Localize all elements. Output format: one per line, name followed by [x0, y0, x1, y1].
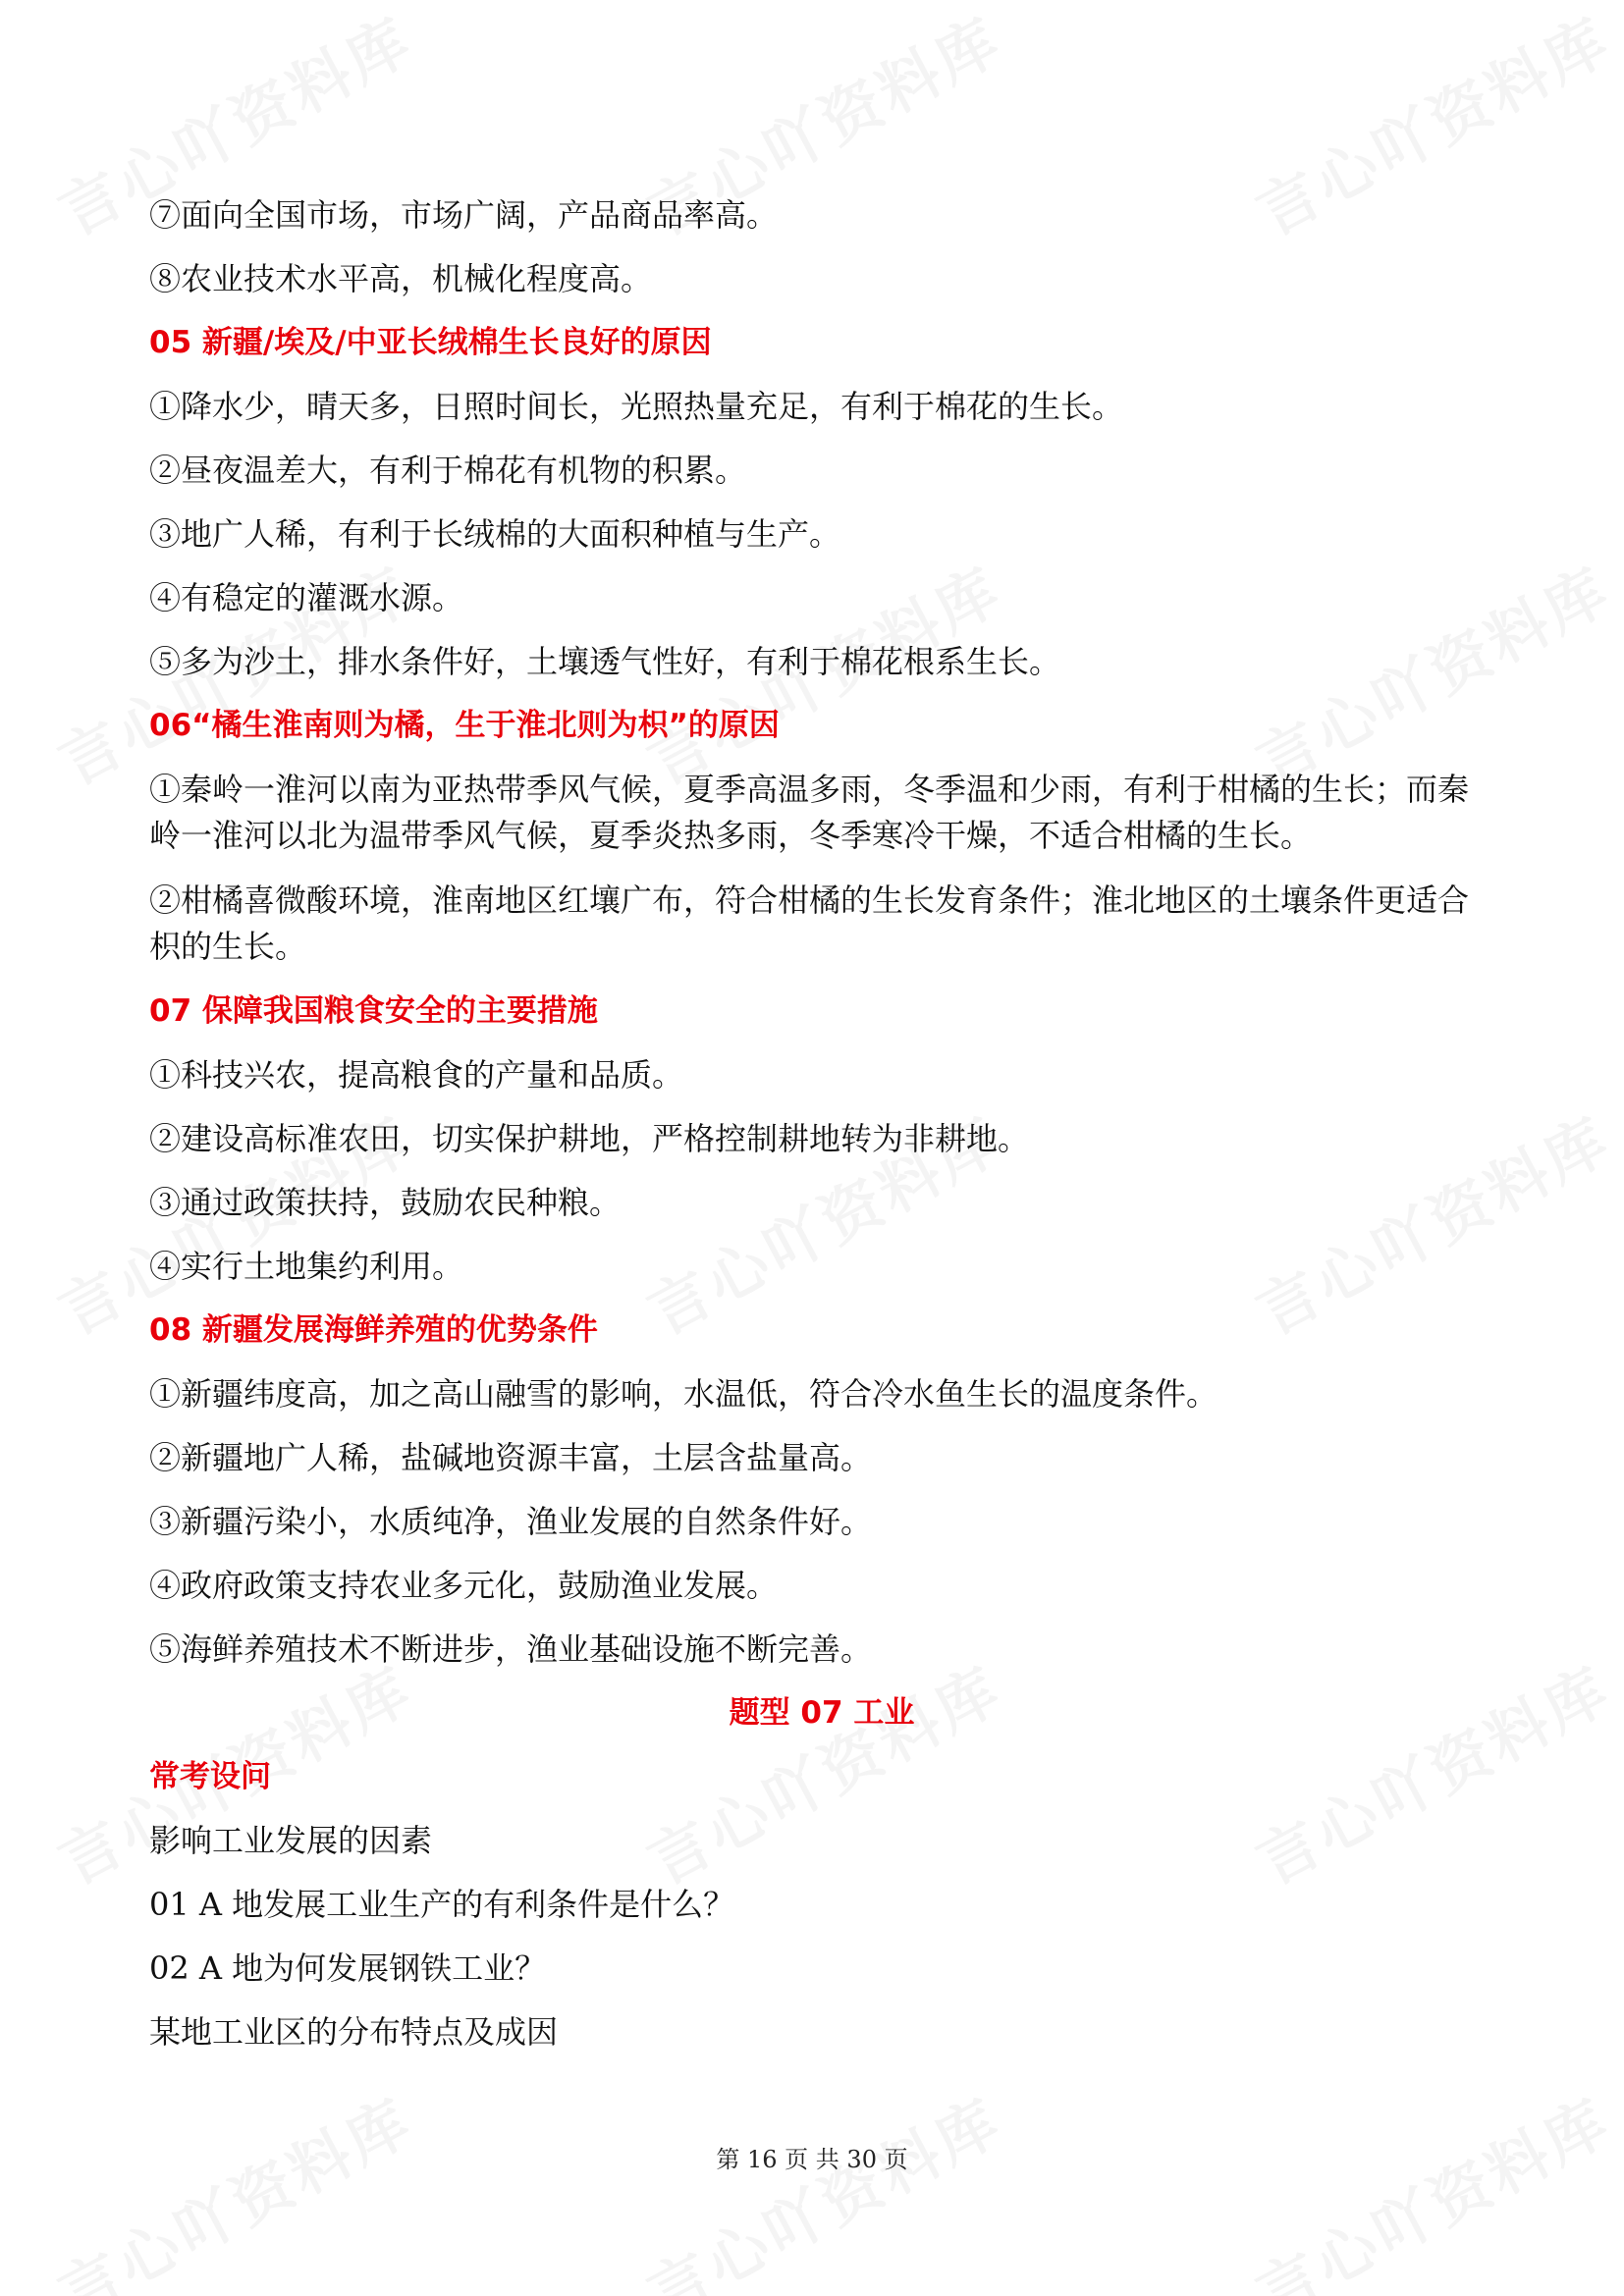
paragraph: ③新疆污染小，水质纯净，渔业发展的自然条件好。	[149, 1503, 873, 1540]
page-footer: 第 16 页 共 30 页	[716, 2146, 908, 2173]
paragraph: ①新疆纬度高，加之高山融雪的影响，水温低，符合冷水鱼生长的温度条件。	[149, 1375, 1218, 1413]
paragraph: ③通过政策扶持，鼓励农民种粮。	[149, 1184, 622, 1221]
paragraph: ②柑橘喜微酸环境，淮南地区红壤广布，符合柑橘的生长发育条件；淮北地区的土壤条件更适合枳的生长。	[149, 881, 1470, 965]
section-heading: 07 保障我国粮食安全的主要措施	[149, 993, 598, 1029]
paragraph: ③地广人稀，有利于长绒棉的大面积种植与生产。	[149, 515, 841, 553]
document-body	[149, 192, 1494, 2073]
paragraph: 某地工业区的分布特点及成因	[149, 2013, 559, 2051]
paragraph: ⑤多为沙土，排水条件好，土壤透气性好，有利于棉花根系生长。	[149, 643, 1061, 680]
paragraph: ④政府政策支持农业多元化，鼓励渔业发展。	[149, 1567, 779, 1604]
paragraph: ②新疆地广人稀，盐碱地资源丰富，土层含盐量高。	[149, 1439, 873, 1476]
watermark	[1239, 2073, 1623, 2296]
paragraph: ④有稳定的灌溉水源。	[149, 579, 464, 616]
section-heading: 05 新疆/埃及/中亚长绒棉生长良好的原因	[149, 325, 712, 360]
paragraph: ⑦面向全国市场，市场广阔，产品商品率高。	[149, 196, 779, 234]
paragraph: ⑧农业技术水平高，机械化程度高。	[149, 260, 653, 297]
section-heading: 06“橘生淮南则为橘，生于淮北则为枳”的原因	[149, 708, 780, 743]
watermark	[630, 2073, 1014, 2296]
watermark	[41, 2073, 425, 2296]
paragraph: 02 A 地为何发展钢铁工业？	[149, 1949, 547, 1987]
paragraph: ①科技兴农，提高粮食的产量和品质。	[149, 1056, 684, 1094]
paragraph: ②昼夜温差大，有利于棉花有机物的积累。	[149, 452, 747, 489]
paragraph: ④实行土地集约利用。	[149, 1248, 464, 1285]
paragraph: 01 A 地发展工业生产的有利条件是什么？	[149, 1886, 735, 1923]
chapter-heading: 题型 07 工业	[729, 1695, 915, 1731]
paragraph: ①降水少，晴天多，日照时间长，光照热量充足，有利于棉花的生长。	[149, 388, 1124, 425]
paragraph: ②建设高标准农田，切实保护耕地，严格控制耕地转为非耕地。	[149, 1120, 1030, 1157]
section-heading: 常考设问	[149, 1759, 271, 1794]
paragraph: ①秦岭一淮河以南为亚热带季风气候，夏季高温多雨，冬季温和少雨，有利于柑橘的生长；而秦岭一淮河以北为温带季风气候，夏季炎热多雨，冬季寒冷干燥，不适合柑橘的生长。	[149, 771, 1470, 854]
paragraph: ⑤海鲜养殖技术不断进步，渔业基础设施不断完善。	[149, 1630, 873, 1668]
section-heading: 08 新疆发展海鲜养殖的优势条件	[149, 1312, 598, 1348]
paragraph: 影响工业发展的因素	[149, 1822, 433, 1859]
